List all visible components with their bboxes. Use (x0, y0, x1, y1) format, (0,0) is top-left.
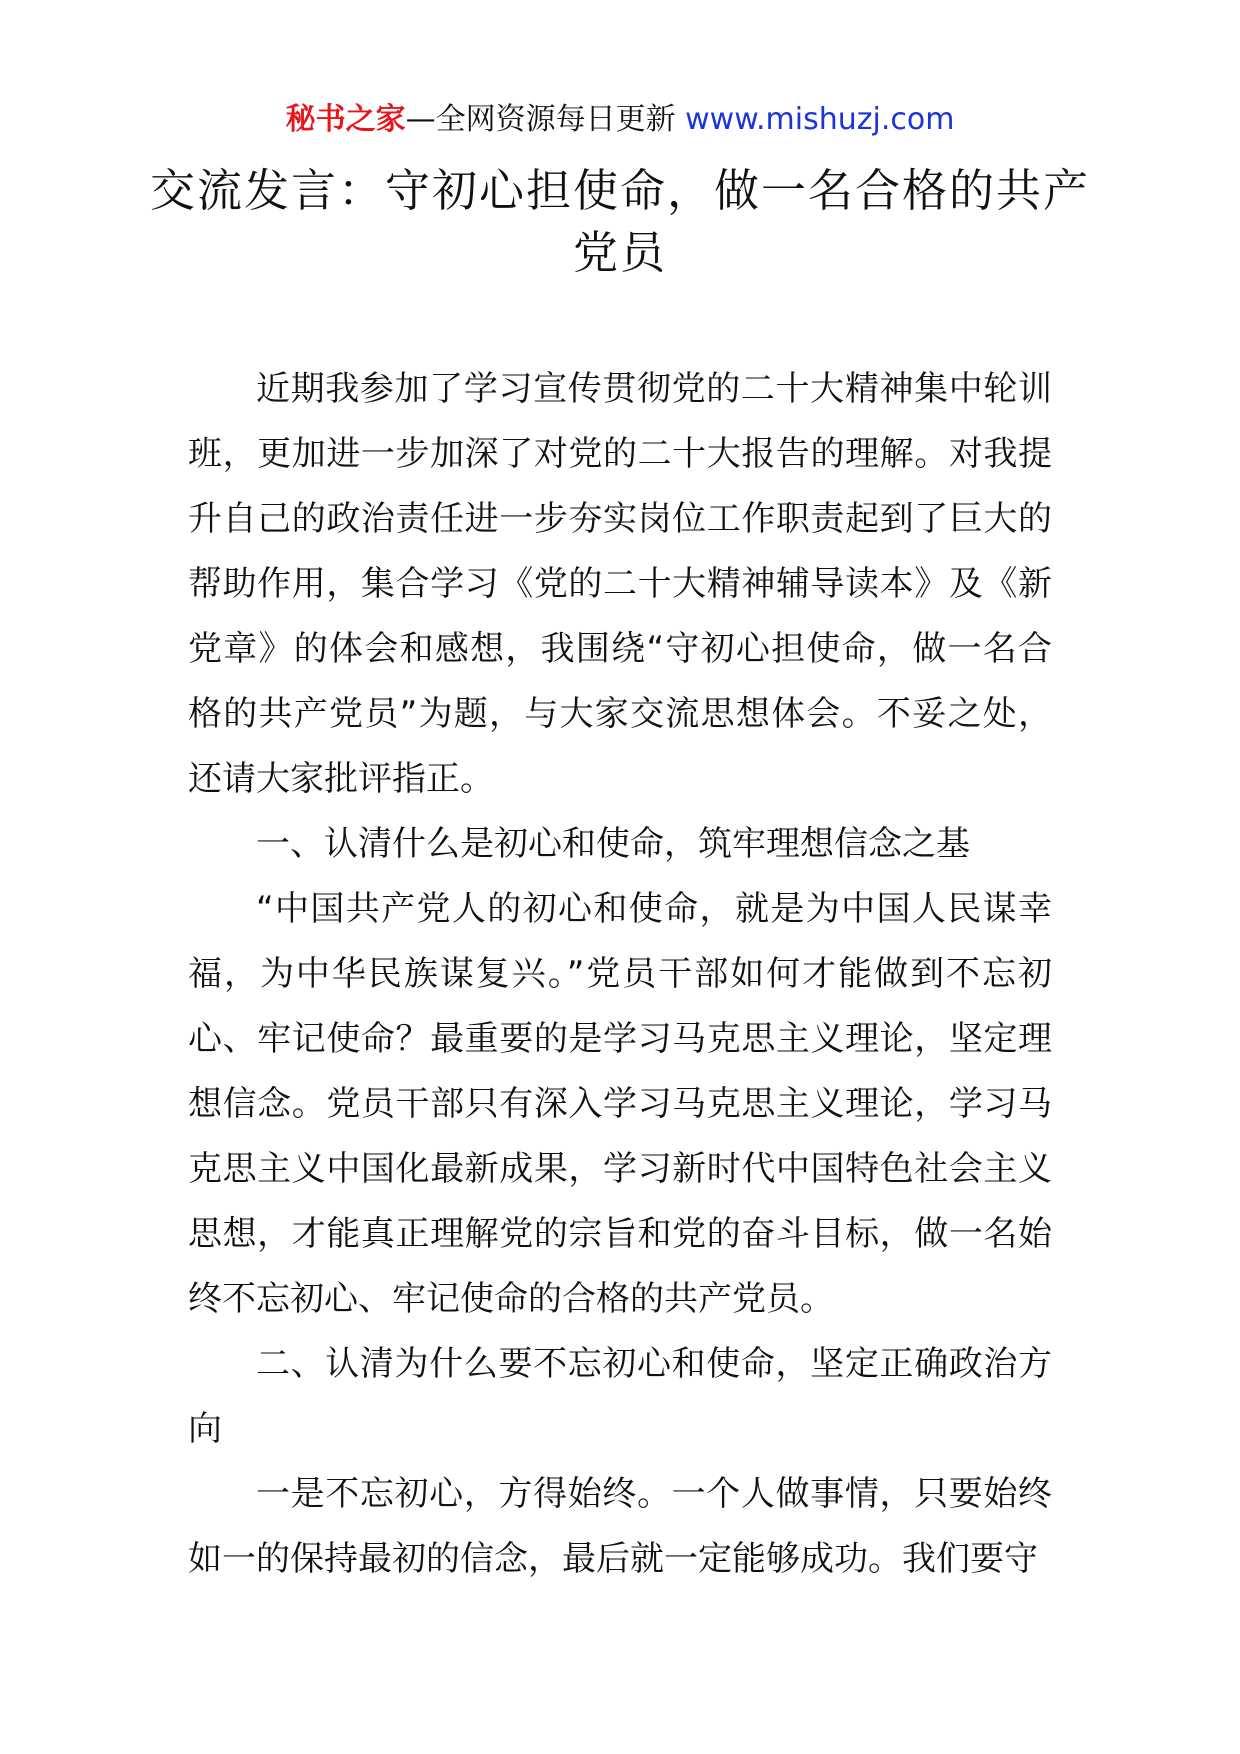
section-heading-1: 一、认清什么是初心和使命，筑牢理想信念之基 (256, 824, 970, 864)
header-tagline: —全网资源每日更新 (405, 102, 676, 137)
document-title: 交流发言：守初心担使命，做一名合格的共产党员 (150, 164, 1091, 279)
document-body (188, 357, 1052, 1592)
intro-paragraph: 近期我参加了学习宣传贯彻党的二十大精神集中轮训班，更加进一步加深了对党的二十大报告的理解。对我提升自己的政治责任进一步夯实岗位工作职责起到了巨大的帮助作用，集合学习《党的二十大精神辅导读本》及《新党章》的体会和感想，我围绕“守初心担使命，做一名合格的共产党员”为题，与大家交流思想体会。不妥之处，还请大家批评指正。 (188, 369, 1052, 799)
section-paragraph-1: “中国共产党人的初心和使命，就是为中国人民谋幸福，为中华民族谋复兴。”党员干部如何才能做到不忘初心、牢记使命？最重要的是学习马克思主义理论，坚定理想信念。党员干部只有深入学习马克思主义理论，学习马克思主义中国化最新成果，学习新时代中国特色社会主义思想，才能真正理解党的宗旨和党的奋斗目标，做一名始终不忘初心、牢记使命的合格的共产党员。 (188, 889, 1052, 1319)
site-header (0, 100, 1240, 140)
site-url[interactable]: www.mishuzj.com (685, 102, 955, 137)
section-paragraph-2: 一是不忘初心，方得始终。一个人做事情，只要始终如一的保持最初的信念，最后就一定能够成功。我们要守 (188, 1474, 1052, 1579)
brand-name: 秘书之家 (285, 102, 406, 137)
section-heading-2: 二、认清为什么要不忘初心和使命，坚定正确政治方向 (188, 1344, 1052, 1449)
